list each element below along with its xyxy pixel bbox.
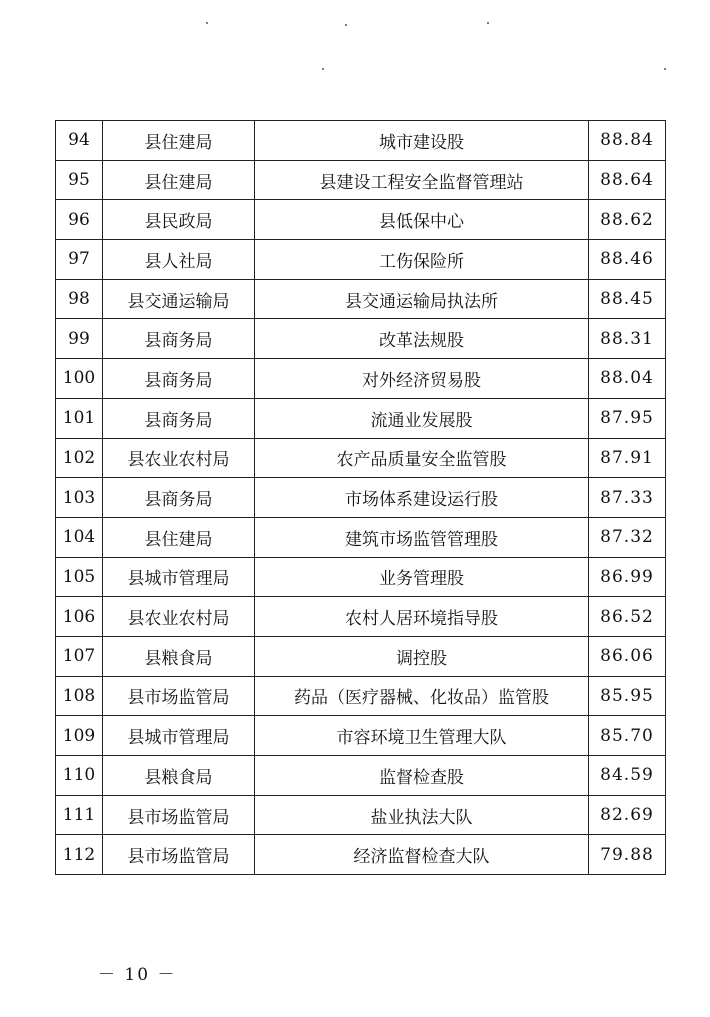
score-cell: 88.64	[589, 160, 666, 200]
page-number: － 10 －	[98, 965, 177, 985]
row-number-cell: 107	[56, 636, 103, 676]
row-number-cell: 97	[56, 240, 103, 280]
row-number-cell: 102	[56, 438, 103, 478]
table-row	[56, 716, 666, 756]
department-cell: 对外经济贸易股	[255, 359, 589, 399]
table-row	[56, 795, 666, 835]
score-cell: 82.69	[589, 795, 666, 835]
department-cell: 调控股	[255, 636, 589, 676]
score-cell: 87.33	[589, 478, 666, 518]
table-row	[56, 160, 666, 200]
department-cell: 药品（医疗器械、化妆品）监管股	[255, 676, 589, 716]
row-number-cell: 108	[56, 676, 103, 716]
unit-cell: 县民政局	[103, 200, 255, 240]
score-cell: 85.70	[589, 716, 666, 756]
score-cell: 88.45	[589, 279, 666, 319]
unit-cell: 县商务局	[103, 319, 255, 359]
department-cell: 经济监督检查大队	[255, 835, 589, 875]
row-number-cell: 109	[56, 716, 103, 756]
score-cell: 84.59	[589, 756, 666, 796]
row-number-cell: 112	[56, 835, 103, 875]
score-cell: 79.88	[589, 835, 666, 875]
table-row	[56, 319, 666, 359]
scan-speck	[206, 22, 208, 24]
department-cell: 农村人居环境指导股	[255, 597, 589, 637]
row-number-cell: 98	[56, 279, 103, 319]
department-cell: 盐业执法大队	[255, 795, 589, 835]
score-cell: 86.99	[589, 557, 666, 597]
table-row	[56, 398, 666, 438]
department-cell: 监督检查股	[255, 756, 589, 796]
row-number-cell: 103	[56, 478, 103, 518]
table-row	[56, 478, 666, 518]
table-row	[56, 517, 666, 557]
unit-cell: 县市场监管局	[103, 795, 255, 835]
table-row	[56, 121, 666, 161]
score-table	[55, 120, 666, 875]
score-cell: 88.46	[589, 240, 666, 280]
score-cell: 86.06	[589, 636, 666, 676]
score-cell: 87.32	[589, 517, 666, 557]
department-cell: 工伤保险所	[255, 240, 589, 280]
unit-cell: 县人社局	[103, 240, 255, 280]
row-number-cell: 110	[56, 756, 103, 796]
table-row	[56, 676, 666, 716]
unit-cell: 县住建局	[103, 121, 255, 161]
scan-speck	[487, 22, 489, 24]
row-number-cell: 106	[56, 597, 103, 637]
scan-speck	[345, 24, 347, 26]
unit-cell: 县粮食局	[103, 636, 255, 676]
score-table-body	[56, 121, 666, 875]
row-number-cell: 95	[56, 160, 103, 200]
unit-cell: 县交通运输局	[103, 279, 255, 319]
score-cell: 86.52	[589, 597, 666, 637]
table-row	[56, 835, 666, 875]
department-cell: 县低保中心	[255, 200, 589, 240]
table-row	[56, 279, 666, 319]
department-cell: 市场体系建设运行股	[255, 478, 589, 518]
department-cell: 城市建设股	[255, 121, 589, 161]
unit-cell: 县住建局	[103, 517, 255, 557]
unit-cell: 县商务局	[103, 398, 255, 438]
row-number-cell: 99	[56, 319, 103, 359]
row-number-cell: 96	[56, 200, 103, 240]
department-cell: 市容环境卫生管理大队	[255, 716, 589, 756]
unit-cell: 县粮食局	[103, 756, 255, 796]
table-row	[56, 200, 666, 240]
unit-cell: 县市场监管局	[103, 676, 255, 716]
department-cell: 建筑市场监管管理股	[255, 517, 589, 557]
unit-cell: 县商务局	[103, 359, 255, 399]
department-cell: 改革法规股	[255, 319, 589, 359]
unit-cell: 县农业农村局	[103, 597, 255, 637]
table-row	[56, 636, 666, 676]
table-row	[56, 557, 666, 597]
row-number-cell: 101	[56, 398, 103, 438]
score-cell: 88.62	[589, 200, 666, 240]
score-cell: 87.95	[589, 398, 666, 438]
row-number-cell: 105	[56, 557, 103, 597]
department-cell: 农产品质量安全监管股	[255, 438, 589, 478]
unit-cell: 县住建局	[103, 160, 255, 200]
unit-cell: 县城市管理局	[103, 557, 255, 597]
score-cell: 88.31	[589, 319, 666, 359]
department-cell: 县交通运输局执法所	[255, 279, 589, 319]
table-row	[56, 438, 666, 478]
department-cell: 县建设工程安全监督管理站	[255, 160, 589, 200]
row-number-cell: 104	[56, 517, 103, 557]
unit-cell: 县商务局	[103, 478, 255, 518]
score-cell: 88.84	[589, 121, 666, 161]
scan-speck	[322, 68, 324, 70]
unit-cell: 县农业农村局	[103, 438, 255, 478]
table-row	[56, 597, 666, 637]
score-cell: 85.95	[589, 676, 666, 716]
department-cell: 流通业发展股	[255, 398, 589, 438]
row-number-cell: 100	[56, 359, 103, 399]
scan-speck	[664, 68, 666, 70]
score-cell: 87.91	[589, 438, 666, 478]
table-row	[56, 756, 666, 796]
unit-cell: 县市场监管局	[103, 835, 255, 875]
row-number-cell: 94	[56, 121, 103, 161]
table-row	[56, 240, 666, 280]
department-cell: 业务管理股	[255, 557, 589, 597]
row-number-cell: 111	[56, 795, 103, 835]
score-cell: 88.04	[589, 359, 666, 399]
table-row	[56, 359, 666, 399]
unit-cell: 县城市管理局	[103, 716, 255, 756]
